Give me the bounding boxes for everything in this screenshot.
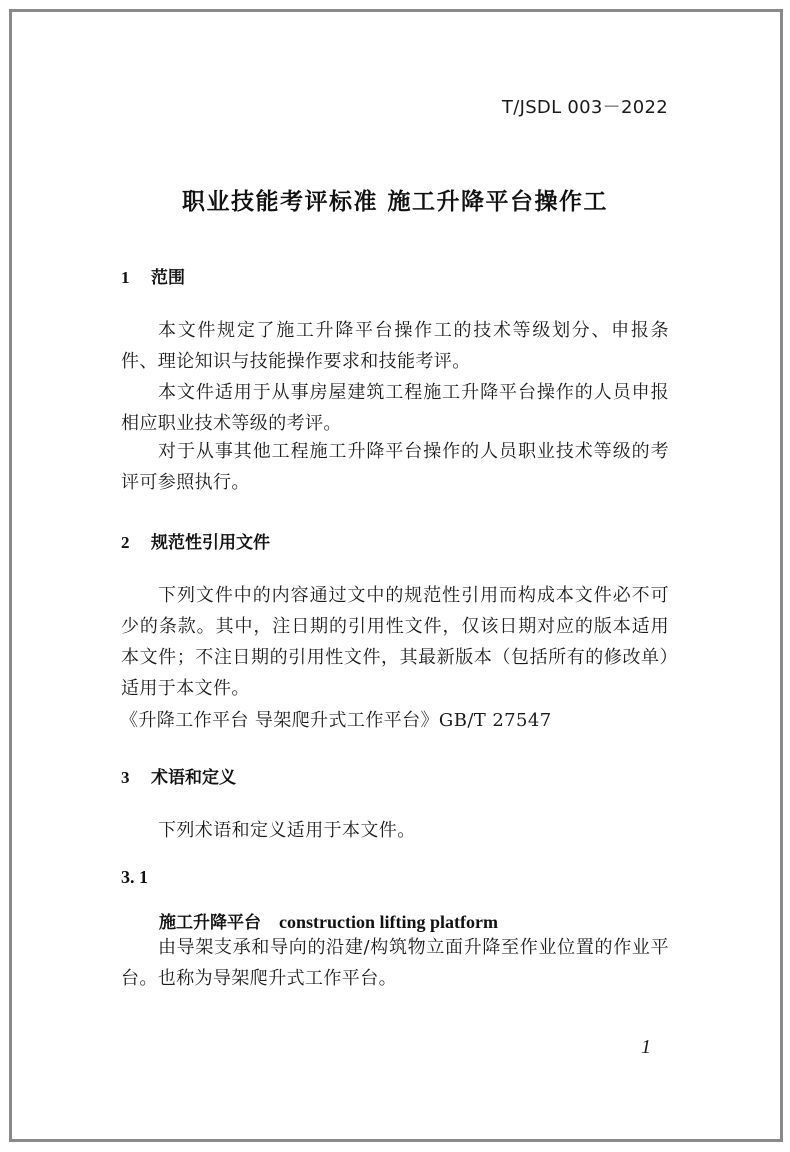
- section-number: 1: [121, 268, 130, 287]
- section-title: 术语和定义: [151, 768, 236, 788]
- section-title: 范围: [151, 268, 185, 288]
- section-title: 规范性引用文件: [151, 533, 270, 553]
- section-2-heading: [121, 528, 270, 553]
- section-1-heading: [121, 263, 185, 288]
- section-number: 3: [121, 768, 130, 787]
- term-line: [159, 908, 498, 933]
- term-chinese: 施工升降平台: [159, 913, 261, 933]
- subclause-number: 3. 1: [121, 867, 148, 887]
- section-number: 2: [121, 533, 130, 552]
- page-number: 1: [641, 1036, 651, 1058]
- document-title: 职业技能考评标准 施工升降平台操作工: [181, 189, 608, 215]
- section-1-paragraph-3: 对于从事其他工程施工升降平台操作的人员职业技术等级的考评可参照执行。: [121, 441, 669, 493]
- normative-reference: 《升降工作平台 导架爬升式工作平台》GB/T 27547: [120, 710, 552, 731]
- term-english: construction lifting platform: [279, 912, 498, 932]
- term-definition: 由导架支承和导向的沿建/构筑物立面升降至作业位置的作业平台。也称为导架爬升式工作平台。: [121, 937, 669, 989]
- section-1-paragraph-2: 本文件适用于从事房屋建筑工程施工升降平台操作的人员申报相应职业技术等级的考评。: [121, 382, 669, 434]
- section-3-paragraph-1: 下列术语和定义适用于本文件。: [158, 820, 416, 841]
- section-2-paragraph-1: 下列文件中的内容通过文中的规范性引用而构成本文件必不可少的条款。其中，注日期的引用性文件，仅该日期对应的版本适用本文件；不注日期的引用性文件，其最新版本（包括所有的修改单）适用于本文件。: [121, 585, 669, 699]
- standard-code: T/JSDL 003－2022: [501, 97, 668, 118]
- section-3-heading: [121, 763, 236, 788]
- section-1-paragraph-1: 本文件规定了施工升降平台操作工的技术等级划分、申报条件、理论知识与技能操作要求和技能考评。: [121, 320, 669, 372]
